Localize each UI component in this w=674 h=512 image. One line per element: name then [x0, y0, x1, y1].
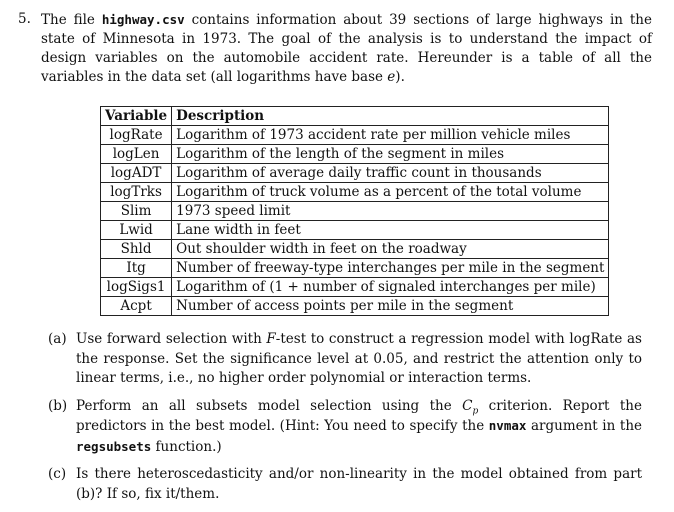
table-row [101, 126, 609, 145]
problem-parts [48, 330, 642, 512]
part-c-label: (c) [48, 466, 67, 482]
part-b-text-4: function.) [151, 438, 222, 455]
variables-table-wrapper [100, 106, 609, 316]
part-c-text: Is there heteroscedasticity and/or non-linearity in the model obtained from part (b)? If so, fix it/them. [76, 466, 642, 502]
part-b-text-2: criterion. Report the predictors in the best model. (Hint: You need to specify the [76, 397, 642, 434]
description-cell: Lane width in feet [172, 221, 609, 240]
problem-intro [41, 10, 652, 87]
description-cell: Logarithm of the length of the segment in miles [172, 145, 609, 164]
cp-subscript: p [472, 406, 479, 417]
part-c [48, 465, 642, 504]
variable-cell: Shld [120, 241, 152, 257]
header-description: Description [172, 107, 609, 126]
table-header-row [101, 107, 609, 126]
intro-text-3: ). [395, 69, 405, 85]
description-cell: Number of access points per mile in the segment [172, 297, 609, 316]
table-row [101, 240, 609, 259]
part-b-label: (b) [48, 397, 68, 414]
part-b-text-1: Perform an all subsets model selection using the [76, 397, 463, 414]
filename-code: highway.csv [101, 12, 185, 27]
table-row [101, 183, 609, 202]
variable-cell: Acpt [120, 298, 152, 314]
table-row [101, 164, 609, 183]
regsubsets-code: regsubsets [76, 438, 152, 454]
part-a-text-1: Use forward selection with [76, 331, 267, 347]
variable-cell: logADT [110, 165, 162, 181]
description-cell: Logarithm of average daily traffic count in thousands [172, 164, 609, 183]
f-symbol: F [266, 331, 276, 347]
variable-cell: logTrks [110, 184, 162, 200]
description-cell: Logarithm of (1 + number of signaled interchanges per mile) [172, 278, 609, 297]
part-b [48, 397, 642, 458]
cp-main: C [462, 397, 473, 414]
table-row [101, 221, 609, 240]
description-cell: Logarithm of 1973 accident rate per million vehicle miles [172, 126, 609, 145]
description-cell: Logarithm of truck volume as a percent of the total volume [172, 183, 609, 202]
problem-number: 5. [18, 11, 31, 27]
nvmax-code: nvmax [488, 418, 527, 433]
description-cell: Number of freeway-type interchanges per mile in the segment [172, 259, 609, 278]
description-cell: 1973 speed limit [172, 202, 609, 221]
variable-cell: Itg [126, 260, 146, 276]
description-cell: Out shoulder width in feet on the roadway [172, 240, 609, 259]
table-row [101, 278, 609, 297]
header-variable: Variable [105, 108, 168, 124]
problem-statement [18, 10, 652, 87]
part-a [48, 330, 642, 389]
table-row [101, 297, 609, 316]
part-b-text-3: argument in the [526, 418, 643, 434]
base-symbol: e [387, 69, 396, 85]
table-row [101, 145, 609, 164]
intro-text-2: contains information about 39 sections of large highways in the state of Minnesota in 1973. The goal of the analysis is to understand the impact of design variables on the automobile accident rate. Hereunder is a table of all the variables in the data set (all logarithms have base [41, 12, 652, 85]
part-a-label: (a) [48, 331, 67, 347]
variable-cell: logSigs1 [106, 279, 166, 295]
part-a-text-2: -test to construct a regression model with logRate as the response. Set the significance level at 0.05, and restrict the attention only to linear terms, i.e., no higher order polynomial or interaction terms. [76, 331, 642, 386]
table-body [101, 126, 609, 316]
table-row [101, 259, 609, 278]
variable-cell: logRate [109, 127, 163, 143]
variables-table [100, 106, 609, 316]
table-row [101, 202, 609, 221]
cp-symbol [462, 397, 479, 417]
intro-text-1: The file [41, 12, 102, 28]
variable-cell: Slim [120, 203, 152, 219]
variable-cell: Lwid [119, 222, 153, 238]
variable-cell: logLen [112, 146, 160, 162]
